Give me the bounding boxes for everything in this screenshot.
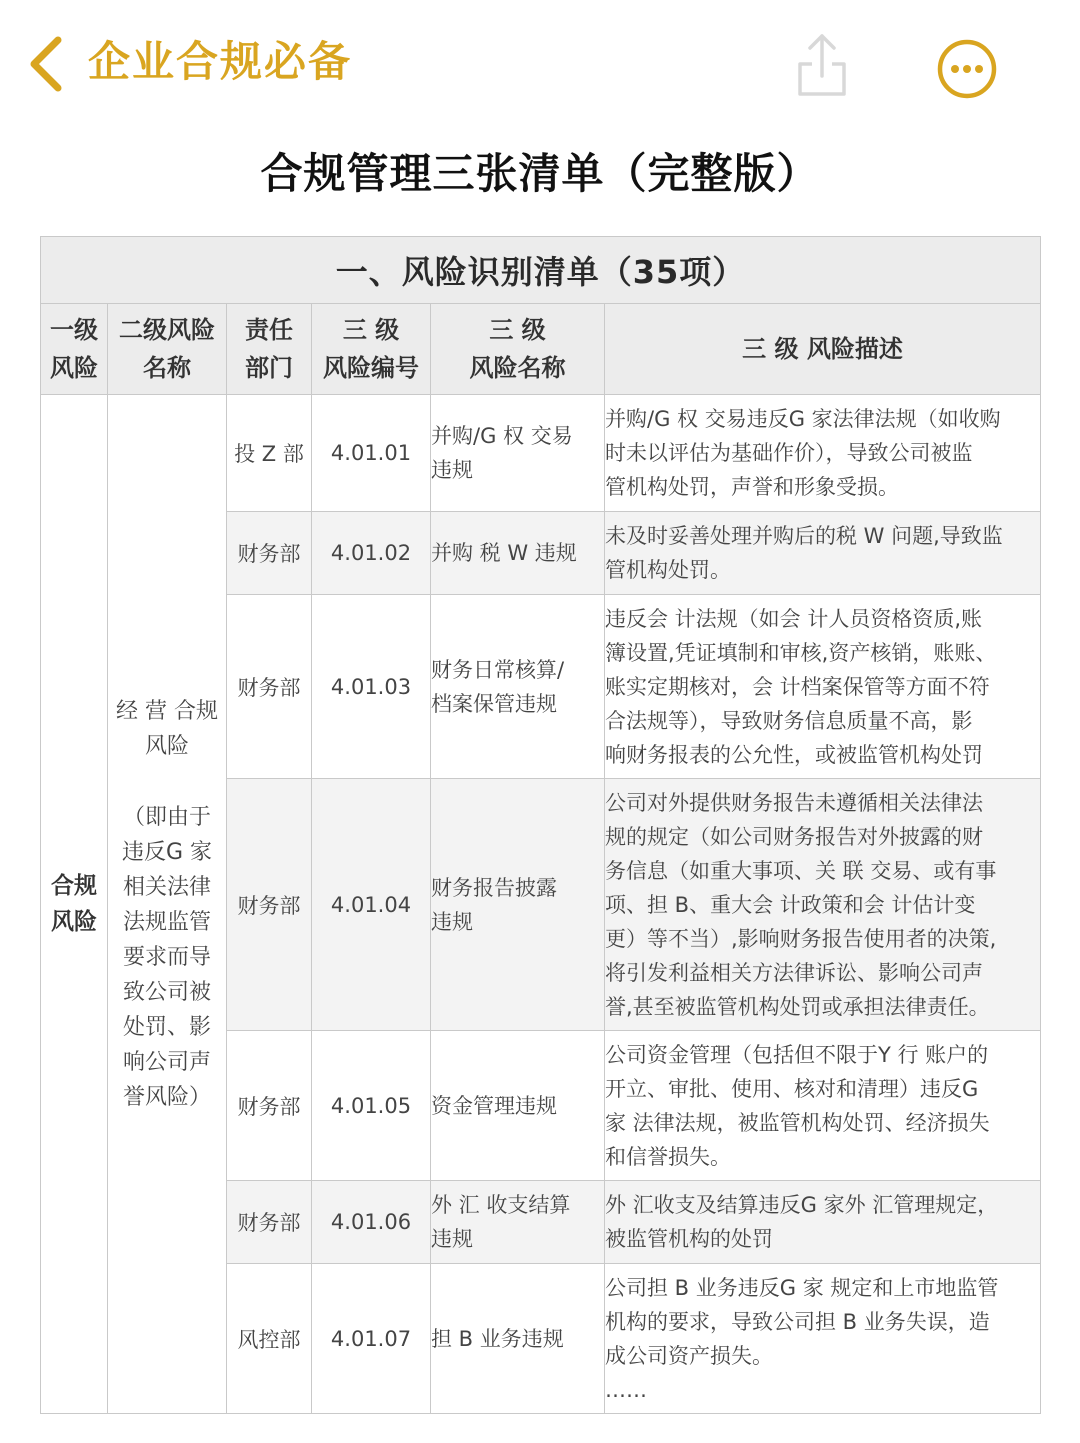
risk-name-cell: 并购/G 权 交易 违规 <box>431 395 605 512</box>
dept-cell: 财务部 <box>227 595 312 779</box>
code-cell: 4.01.03 <box>312 595 431 779</box>
risk-desc-cell: 公司资金管理（包括但不限于Y 行 账户的 开立、审批、使用、核对和清理）违反G 家 法律法规，被监管机构处罚、经济损失 和信誉损失。 <box>605 1031 1041 1181</box>
back-button[interactable] <box>22 32 72 96</box>
risk-desc-cell: 公司对外提供财务报告未遵循相关法律法 规的规定（如公司财务报告对外披露的财 务信息（如重大事项、关 联 交易、或有事 项、担 B、重大会 计政策和会 计估计变 更）等不当）,影响财务报告使用者的决策, 将引发利益相关方法律诉讼、影响公司声 誉,甚至被监管机构处罚或承担法律责任。 <box>605 779 1041 1031</box>
risk-desc-cell: 外 汇收支及结算违反G 家外 汇管理规定， 被监管机构的处罚 <box>605 1181 1041 1264</box>
risk-desc-cell: 违反会 计法规（如会 计人员资格资质,账 簿设置,凭证填制和审核,资产核销，账账、 账实定期核对，会 计档案保管等方面不符 合法规等），导致财务信息质量不高，影 响财务报表的公允性，或被监管机构处罚 <box>605 595 1041 779</box>
risk-table <box>40 236 1041 1414</box>
level1-risk-cell: 合规 风险 <box>41 395 108 1414</box>
header-code: 三 级 风险编号 <box>312 304 431 395</box>
dept-cell: 财务部 <box>227 1181 312 1264</box>
app-title: 企业合规必备 <box>88 37 353 86</box>
dept-cell: 财务部 <box>227 1031 312 1181</box>
code-cell: 4.01.06 <box>312 1181 431 1264</box>
code-cell: 4.01.01 <box>312 395 431 512</box>
dept-cell: 投 Z 部 <box>227 395 312 512</box>
risk-name-cell: 并购 税 W 违规 <box>431 512 605 595</box>
dept-cell: 财务部 <box>227 779 312 1031</box>
share-icon <box>792 30 852 100</box>
table-header-row <box>41 304 1041 395</box>
risk-desc-cell: 并购/G 权 交易违反G 家法律法规（如收购 时未以评估为基础作价），导致公司被监 管机构处罚，声誉和形象受损。 <box>605 395 1041 512</box>
risk-name-cell: 财务报告披露 违规 <box>431 779 605 1031</box>
document-title: 合规管理三张清单（完整版） <box>260 149 820 198</box>
more-button[interactable] <box>936 38 998 100</box>
dept-cell: 财务部 <box>227 512 312 595</box>
code-cell: 4.01.04 <box>312 779 431 1031</box>
dept-cell: 风控部 <box>227 1264 312 1414</box>
table-row <box>41 395 1041 512</box>
chevron-left-icon <box>22 32 72 96</box>
header-level2: 二级风险 名称 <box>108 304 227 395</box>
header-name: 三 级 风险名称 <box>431 304 605 395</box>
risk-name-cell: 财务日常核算/ 档案保管违规 <box>431 595 605 779</box>
header-dept: 责任 部门 <box>227 304 312 395</box>
code-cell: 4.01.02 <box>312 512 431 595</box>
share-button[interactable] <box>792 30 852 100</box>
top-bar <box>0 0 1080 130</box>
risk-name-cell: 资金管理违规 <box>431 1031 605 1181</box>
more-dots-icon <box>936 38 998 100</box>
risk-name-cell: 担 B 业务违规 <box>431 1264 605 1414</box>
code-cell: 4.01.05 <box>312 1031 431 1181</box>
risk-desc-cell: 未及时妥善处理并购后的税 W 问题,导致监 管机构处罚。 <box>605 512 1041 595</box>
header-level1: 一级 风险 <box>41 304 108 395</box>
risk-name-cell: 外 汇 收支结算 违规 <box>431 1181 605 1264</box>
header-desc: 三 级 风险描述 <box>605 304 1041 395</box>
risk-desc-cell: 公司担 B 业务违反G 家 规定和上市地监管 机构的要求，导致公司担 B 业务失误，造 成公司资产损失。 …… <box>605 1264 1041 1414</box>
section-title: 一、风险识别清单（35项） <box>41 237 1041 304</box>
code-cell: 4.01.07 <box>312 1264 431 1414</box>
level2-risk-cell: 经 营 合规 风险 （即由于 违反G 家 相关法律 法规监管 要求而导 致公司被 处罚、影 响公司声 誉风险） <box>108 395 227 1414</box>
